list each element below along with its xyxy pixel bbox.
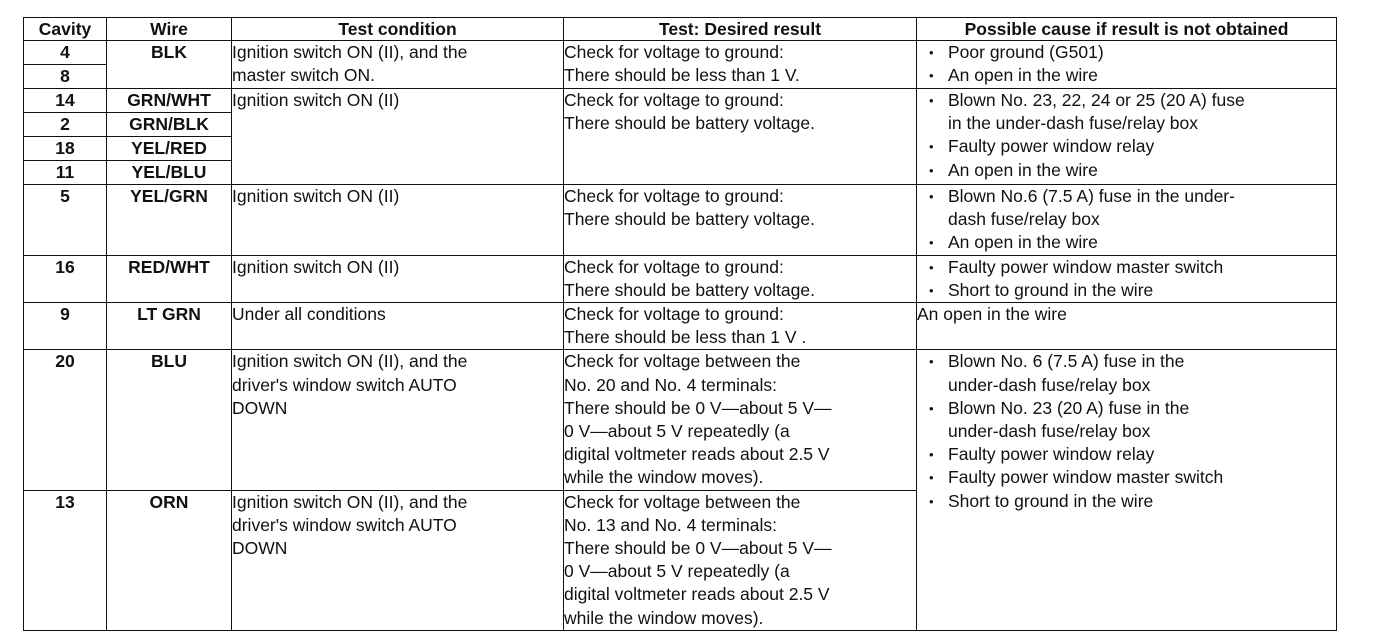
bullet-icon: •	[929, 447, 934, 463]
result-line: while the window moves).	[564, 467, 764, 488]
cause-cell	[917, 41, 1337, 89]
condition-line: driver's window switch AUTO	[232, 514, 457, 535]
condition-line: master switch ON.	[232, 65, 375, 86]
cause-item	[927, 135, 1332, 158]
cause-text: Faulty power window master switch	[948, 467, 1224, 488]
cavity-cell: 4	[24, 41, 107, 65]
cause-text: Blown No.6 (7.5 A) fuse in the under- dash fuse/relay box	[948, 186, 1235, 230]
condition-line: driver's window switch AUTO	[232, 374, 457, 395]
condition-line: Under all conditions	[232, 304, 386, 325]
cause-cell	[917, 185, 1337, 256]
header-wire: Wire	[107, 18, 232, 41]
cavity-cell: 5	[24, 185, 107, 256]
condition-line: Ignition switch ON (II), and the	[232, 491, 468, 512]
result-line: digital voltmeter reads about 2.5 V	[564, 584, 830, 605]
table-row	[24, 350, 1337, 490]
result-cell	[564, 89, 917, 185]
wire-cell: YEL/GRN	[107, 185, 232, 256]
bullet-icon: •	[929, 259, 934, 275]
cause-item	[927, 185, 1332, 231]
cause-item	[927, 159, 1332, 182]
table-row	[24, 255, 1337, 302]
result-line: Check for voltage to ground:	[564, 256, 784, 277]
bullet-icon: •	[929, 470, 934, 486]
result-line: There should be less than 1 V .	[564, 327, 807, 348]
cause-text: Poor ground (G501)	[948, 42, 1104, 62]
cause-text: An open in the wire	[948, 159, 1098, 180]
cavity-cell: 2	[24, 113, 107, 137]
wiring-test-table	[23, 17, 1337, 631]
cause-item	[927, 41, 1332, 64]
cause-text: Faulty power window relay	[948, 136, 1155, 157]
bullet-icon: •	[929, 45, 934, 60]
condition-cell	[232, 303, 564, 350]
header-desired-result: Test: Desired result	[564, 18, 917, 41]
bullet-icon: •	[929, 162, 934, 178]
bullet-icon: •	[929, 93, 934, 108]
bullet-icon: •	[929, 282, 934, 298]
cause-text: Blown No. 23, 22, 24 or 25 (20 A) fuse in the under-dash fuse/relay box	[948, 90, 1245, 134]
wire-cell: RED/WHT	[107, 255, 232, 302]
bullet-icon: •	[929, 235, 934, 251]
table-row	[24, 185, 1337, 256]
header-test-condition: Test condition	[232, 18, 564, 41]
cause-item	[927, 443, 1332, 466]
result-cell	[564, 303, 917, 350]
cause-item	[927, 490, 1332, 513]
result-line: There should be 0 V—about 5 V—	[564, 538, 832, 559]
cause-text: Blown No. 6 (7.5 A) fuse in the under-dash fuse/relay box	[948, 351, 1185, 395]
cavity-cell: 9	[24, 303, 107, 350]
cause-text: An open in the wire	[917, 304, 1067, 325]
bullet-icon: •	[929, 189, 934, 204]
cause-item	[927, 397, 1332, 443]
result-cell	[564, 350, 917, 490]
result-line: There should be battery voltage.	[564, 113, 815, 134]
bullet-icon: •	[929, 493, 934, 509]
cause-item	[927, 466, 1332, 489]
condition-line: Ignition switch ON (II)	[232, 90, 400, 110]
cause-text: An open in the wire	[948, 65, 1098, 86]
cause-item	[927, 64, 1332, 87]
condition-line: DOWN	[232, 397, 288, 418]
cause-cell	[917, 350, 1337, 630]
result-line: Check for voltage to ground:	[564, 186, 784, 206]
condition-cell	[232, 41, 564, 89]
result-cell	[564, 185, 917, 256]
bullet-icon: •	[929, 68, 934, 84]
cause-text: Blown No. 23 (20 A) fuse in the under-dash fuse/relay box	[948, 397, 1190, 442]
condition-line: Ignition switch ON (II), and the	[232, 351, 468, 372]
cause-item	[927, 256, 1332, 279]
result-line: Check for voltage between the	[564, 491, 801, 512]
cavity-cell: 8	[24, 65, 107, 89]
result-cell	[564, 255, 917, 302]
cavity-cell: 18	[24, 137, 107, 161]
cause-text: Short to ground in the wire	[948, 490, 1154, 511]
cause-cell	[917, 303, 1337, 350]
condition-cell	[232, 350, 564, 490]
cause-cell	[917, 89, 1337, 185]
table-row	[24, 303, 1337, 350]
condition-line: Ignition switch ON (II)	[232, 186, 400, 206]
result-line: 0 V—about 5 V repeatedly (a	[564, 561, 790, 582]
condition-cell	[232, 89, 564, 185]
wire-cell: LT GRN	[107, 303, 232, 350]
result-line: There should be battery voltage.	[564, 279, 815, 300]
table-header-row	[24, 18, 1337, 41]
bullet-icon: •	[929, 354, 934, 370]
condition-line: Ignition switch ON (II), and the	[232, 42, 468, 62]
condition-cell	[232, 490, 564, 630]
condition-line: DOWN	[232, 538, 288, 559]
cavity-cell: 14	[24, 89, 107, 113]
cavity-cell: 20	[24, 350, 107, 490]
result-line: Check for voltage between the	[564, 351, 801, 372]
result-line: There should be less than 1 V.	[564, 65, 800, 86]
cause-item	[927, 279, 1332, 302]
wire-cell: YEL/RED	[107, 137, 232, 161]
condition-cell	[232, 185, 564, 256]
result-line: There should be 0 V—about 5 V—	[564, 397, 832, 418]
result-line: while the window moves).	[564, 607, 764, 628]
condition-line: Ignition switch ON (II)	[232, 256, 400, 277]
cavity-cell: 16	[24, 255, 107, 302]
header-possible-cause: Possible cause if result is not obtained	[917, 18, 1337, 41]
result-cell	[564, 41, 917, 89]
wire-cell: GRN/WHT	[107, 89, 232, 113]
header-cavity: Cavity	[24, 18, 107, 41]
result-line: Check for voltage to ground:	[564, 42, 784, 62]
wire-cell: GRN/BLK	[107, 113, 232, 137]
cause-text: Faulty power window master switch	[948, 256, 1224, 277]
cavity-cell: 11	[24, 161, 107, 185]
table-row	[24, 89, 1337, 113]
result-line: There should be battery voltage.	[564, 209, 815, 230]
wire-cell: YEL/BLU	[107, 161, 232, 185]
result-line: Check for voltage to ground:	[564, 304, 784, 325]
wire-cell: BLK	[107, 41, 232, 89]
result-line: 0 V—about 5 V repeatedly (a	[564, 421, 790, 442]
cause-text: Faulty power window relay	[948, 444, 1155, 465]
cause-text: Short to ground in the wire	[948, 279, 1154, 300]
cavity-cell: 13	[24, 490, 107, 630]
result-line: No. 20 and No. 4 terminals:	[564, 374, 778, 395]
cause-cell	[917, 255, 1337, 302]
cause-item	[927, 89, 1332, 135]
wire-cell: BLU	[107, 350, 232, 490]
bullet-icon: •	[929, 139, 934, 155]
bullet-icon: •	[929, 400, 934, 416]
wire-cell: ORN	[107, 490, 232, 630]
table-row	[24, 41, 1337, 65]
result-cell	[564, 490, 917, 630]
result-line: No. 13 and No. 4 terminals:	[564, 514, 778, 535]
result-line: Check for voltage to ground:	[564, 90, 784, 110]
result-line: digital voltmeter reads about 2.5 V	[564, 444, 830, 465]
cause-item	[927, 350, 1332, 396]
cause-item	[927, 231, 1332, 254]
condition-cell	[232, 255, 564, 302]
cause-text: An open in the wire	[948, 232, 1098, 253]
